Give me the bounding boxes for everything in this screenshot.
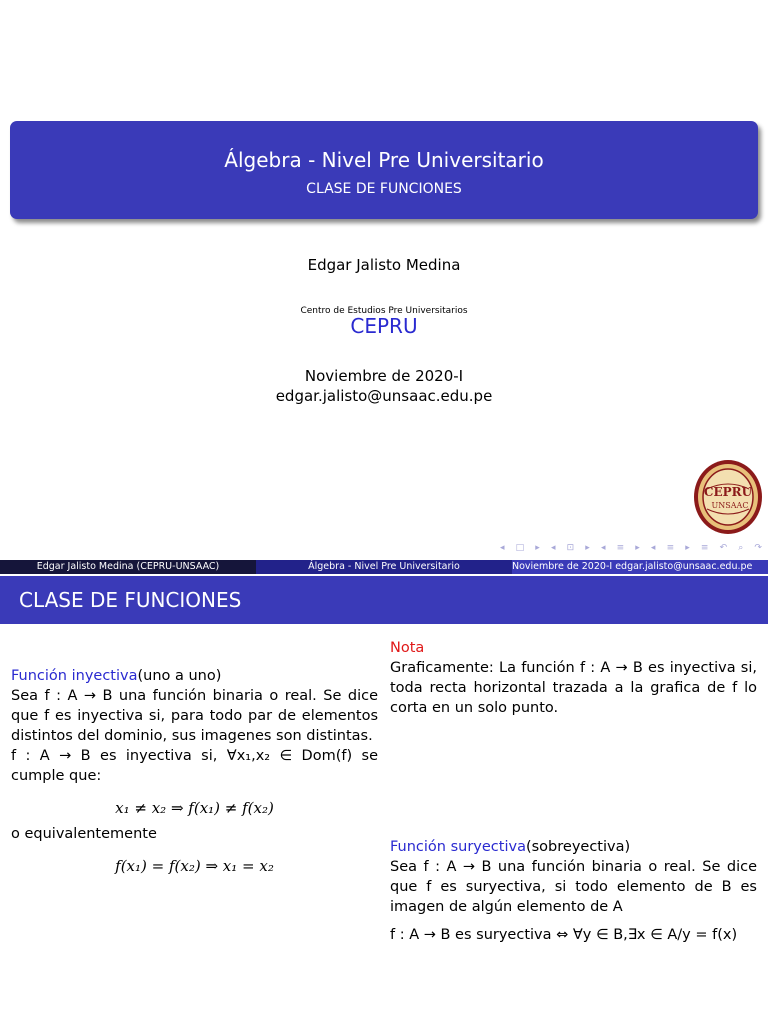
nav-prev-icon[interactable]: ◂ bbox=[600, 543, 606, 553]
nav-next-icon[interactable]: ▸ bbox=[635, 543, 640, 553]
surjective-heading-suffix: (sobreyectiva) bbox=[525, 839, 631, 855]
footer-title: Álgebra - Nivel Pre Universitario bbox=[256, 560, 512, 574]
nav-toc-icon[interactable]: ≡ bbox=[700, 543, 709, 553]
equivalently-text: o equivalentemente bbox=[11, 826, 157, 842]
cepru-unsaac-seal-icon bbox=[693, 459, 763, 535]
note-title: Nota bbox=[390, 640, 425, 656]
nav-next-icon[interactable]: ▸ bbox=[685, 543, 690, 553]
injective-equation-2: f(x₁) = f(x₂) ⇒ x₁ = x₂ bbox=[115, 857, 274, 875]
frame-title: CLASE DE FUNCIONES bbox=[19, 588, 242, 612]
footer-date-email: Noviembre de 2020-I edgar.jalisto@unsaac.edu.pe bbox=[512, 560, 768, 574]
nav-forward-icon[interactable]: ↷ bbox=[754, 543, 762, 553]
presentation-subtitle: CLASE DE FUNCIONES bbox=[306, 181, 462, 197]
svg-text:UNSAAC: UNSAAC bbox=[711, 501, 749, 510]
injective-equation-1: x₁ ≠ x₂ ⇒ f(x₁) ≠ f(x₂) bbox=[115, 799, 274, 817]
nav-prev-icon[interactable]: ◂ bbox=[550, 543, 556, 553]
injective-heading-suffix: (uno a uno) bbox=[137, 668, 222, 684]
nav-back-icon[interactable]: ↶ bbox=[719, 543, 728, 553]
injective-definition: Sea f : A → B una función binaria o real. Se dice que f es inyectiva si, para todo par de elementos distintos del dominio, sus imagenes son distintas. bbox=[11, 688, 378, 744]
nav-subsection-icon[interactable]: ⊡ bbox=[566, 543, 575, 553]
note-text: Graficamente: La función f : A → B es inyectiva si, toda recta horizontal trazada a la grafica de f lo corta en un solo punto. bbox=[390, 660, 757, 716]
institution-short-name: CEPRU bbox=[350, 314, 418, 338]
surjective-definition: Sea f : A → B una función binaria o real. Se dice que f es suryectiva, si todo elemento de B es imagen de algún elemento de A bbox=[390, 859, 757, 915]
nav-search-icon[interactable]: ⌕ bbox=[738, 543, 744, 553]
injective-heading-term: Función inyectiva bbox=[11, 668, 138, 684]
surjective-block bbox=[390, 837, 757, 945]
nav-section-icon[interactable]: ≡ bbox=[616, 543, 625, 553]
author-name: Edgar Jalisto Medina bbox=[307, 256, 461, 274]
presentation-date: Noviembre de 2020-I bbox=[304, 367, 464, 385]
nav-prev-icon[interactable]: ◂ bbox=[650, 543, 656, 553]
nav-prev-icon[interactable]: ◂ bbox=[500, 543, 505, 553]
nav-section-icon[interactable]: ≡ bbox=[666, 543, 675, 553]
slide-footer bbox=[0, 560, 768, 574]
left-column bbox=[11, 666, 378, 876]
beamer-navigation-bar bbox=[500, 541, 762, 555]
nav-next-icon[interactable]: ▸ bbox=[535, 543, 540, 553]
nav-frame-icon[interactable]: □ bbox=[515, 543, 525, 553]
injective-condition: f : A → B es inyectiva si, ∀x₁,x₂ ∈ Dom(f) se cumple que: bbox=[11, 748, 378, 784]
institution-full-name: Centro de Estudios Pre Universitarios bbox=[300, 306, 468, 316]
footer-author: Edgar Jalisto Medina (CEPRU-UNSAAC) bbox=[0, 560, 256, 574]
injective-heading bbox=[11, 666, 378, 686]
surjective-heading-term: Función suryectiva bbox=[390, 839, 526, 855]
svg-text:CEPRU: CEPRU bbox=[703, 485, 753, 499]
author-email: edgar.jalisto@unsaac.edu.pe bbox=[275, 387, 493, 405]
surjective-equation: f : A → B es suryectiva ⇔ ∀y ∈ B,∃x ∈ A/y = f(x) bbox=[390, 927, 738, 943]
right-column bbox=[390, 638, 757, 718]
nav-next-icon[interactable]: ▸ bbox=[585, 543, 590, 553]
surjective-heading bbox=[390, 837, 757, 857]
presentation-title: Álgebra - Nivel Pre Universitario bbox=[224, 148, 544, 172]
